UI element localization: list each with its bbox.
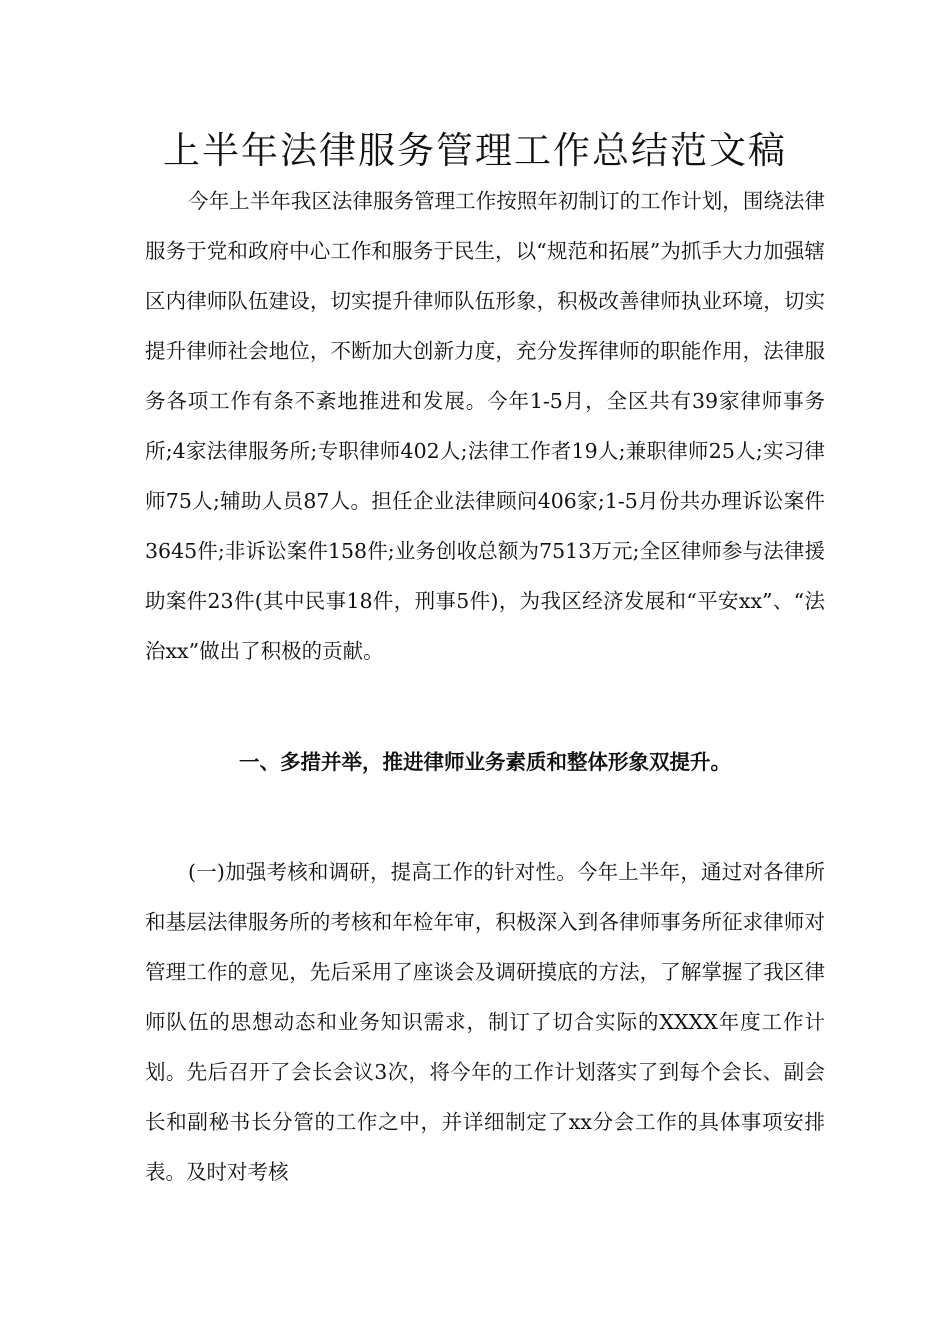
section-heading: 一、多措并举，推进律师业务素质和整体形象双提升。 <box>239 750 731 774</box>
body-paragraph: (一)加强考核和调研，提高工作的针对性。今年上半年，通过对各律所和基层法律服务所的考核和年检年审，积极深入到各律师事务所征求律师对管理工作的意见，先后采用了座谈会及调研摸底的方法，了解掌握了我区律师队伍的思想动态和业务知识需求，制订了切合实际的XXXX年度工作计划。先后召开了会长会议3次，将今年的工作计划落实了到每个会长、副会长和副秘书长分管的工作之中，并详细制定了xx分会工作的具体事项安排表。及时对考核 <box>145 860 825 1184</box>
document-title: 上半年法律服务管理工作总结范文稿 <box>163 129 787 172</box>
intro-paragraph: 今年上半年我区法律服务管理工作按照年初制订的工作计划，围绕法律服务于党和政府中心工作和服务于民生，以“规范和拓展”为抓手大力加强辖区内律师队伍建设，切实提升律师队伍形象，积极改善律师执业环境，切实提升律师社会地位，不断加大创新力度，充分发挥律师的职能作用，法律服务各项工作有条不紊地推进和发展。今年1-5月，全区共有39家律师事务所;4家法律服务所;专职律师402人;法律工作者19人;兼职律师25人;实习律师75人;辅助人员87人。担任企业法律顾问406家;1-5月份共办理诉讼案件3645件;非诉讼案件158件;业务创收总额为7513万元;全区律师参与法律援助案件23件(其中民事18件，刑事5件)，为我区经济发展和“平安xx”、“法治xx”做出了积极的贡献。 <box>145 189 825 663</box>
